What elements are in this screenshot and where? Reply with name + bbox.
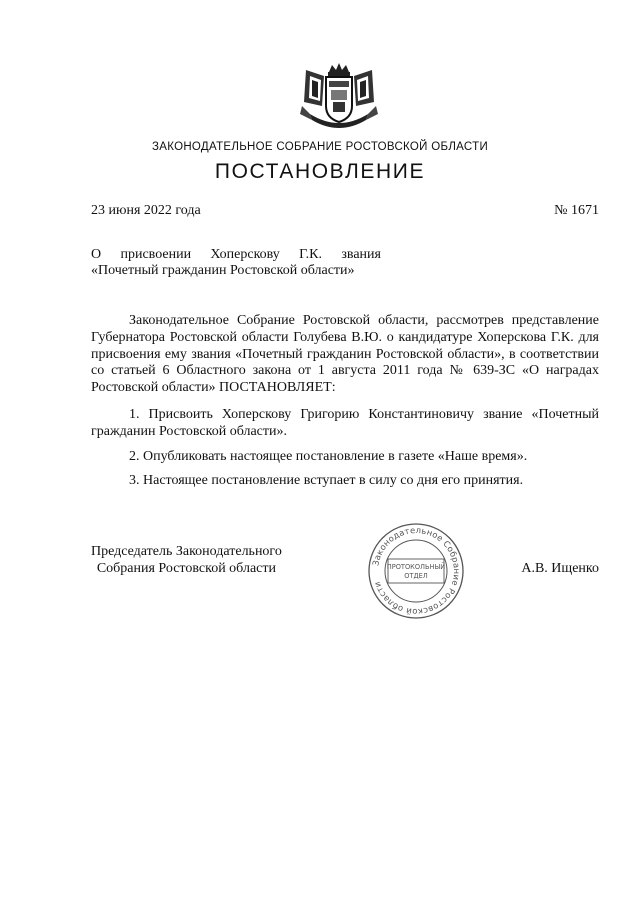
- subject-word: присвоении: [120, 247, 192, 262]
- document-body: [91, 313, 599, 498]
- document-type-title: ПОСТАНОВЛЕНИЕ: [214, 160, 426, 183]
- signatory-position-line-1: Председатель Законодательного: [91, 544, 282, 559]
- coat-of-arms-icon: [296, 62, 382, 134]
- subject-word: звания: [341, 247, 381, 262]
- stamp-center-line-2: ОТДЕЛ: [404, 572, 428, 580]
- resolution-item-1: 1. Присвоить Хоперскову Григорию Константиновичу звание «Почетный гражданин Ростовской области».: [91, 406, 599, 439]
- resolution-item-3: 3. Настоящее постановление вступает в силу со дня его принятия.: [129, 473, 524, 489]
- resolution-item-2: 2. Опубликовать настоящее постановление в газете «Наше время».: [129, 448, 528, 464]
- signatory-position: [91, 543, 282, 577]
- signatory-name: А.В. Ищенко: [521, 561, 599, 576]
- stamp-ring-text: Законодательное Собрание Ростовской области: [370, 524, 463, 618]
- stamp-center-line-1: ПРОТОКОЛЬНЫЙ: [386, 563, 446, 571]
- subject-word: Г.К.: [299, 247, 323, 262]
- subject-word: Хоперскову: [210, 247, 280, 262]
- preamble-paragraph: Законодательное Собрание Ростовской области, рассмотрев представление Губернатора Ростовской области Голубева В.Ю. о кандидатуре Хоперскова Г.К. для присвоения ему звания «Почетный гражданин Ростовской области», в соответствии со статьей 6 Областного закона от 1 августа 2011 года № 639-ЗС «О наградах Ростовской области» ПОСТАНОВЛЯЕТ:: [91, 313, 599, 396]
- subject-word: О: [91, 247, 102, 262]
- document-number: № 1671: [554, 203, 599, 218]
- signatory-position-line-2: Собрания Ростовской области: [96, 561, 276, 576]
- document-date: 23 июня 2022 года: [91, 203, 201, 218]
- document-subject: [91, 247, 381, 279]
- subject-line-2: «Почетный гражданин Ростовской области»: [91, 263, 355, 278]
- official-stamp: [366, 521, 466, 621]
- organization-name: ЗАКОНОДАТЕЛЬНОЕ СОБРАНИЕ РОСТОВСКОЙ ОБЛАСТИ: [151, 141, 489, 153]
